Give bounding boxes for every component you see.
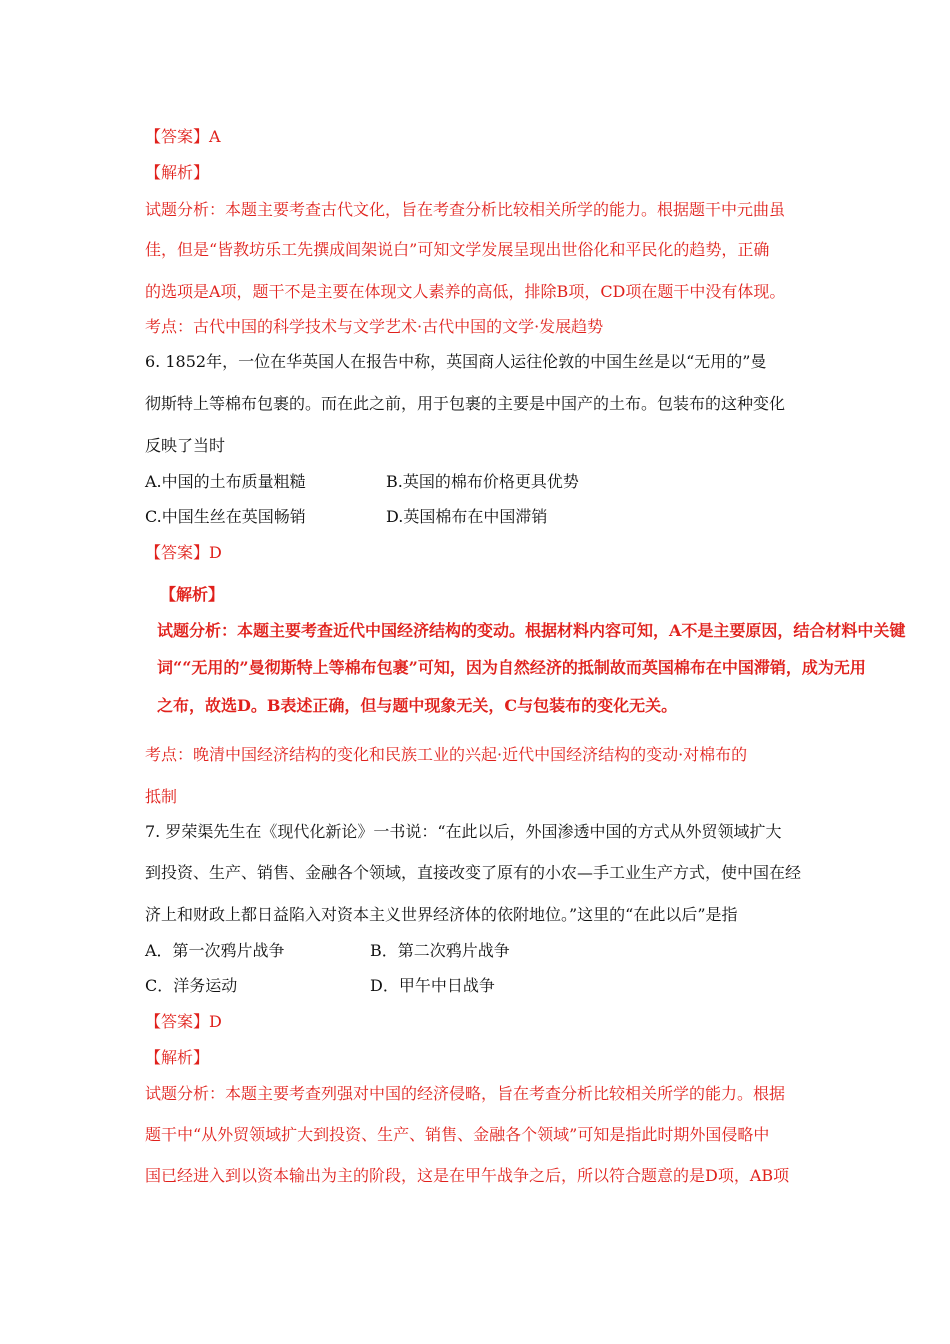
q5-analysis-line-1: 试题分析：本题主要考查古代文化，旨在考查分析比较相关所学的能力。根据题干中元曲虽: [145, 200, 786, 219]
q6-kaodian-line-2: 抵制: [145, 787, 178, 806]
q7-option-b: B．第二次鸦片战争: [370, 941, 510, 960]
q5-analysis-line-2: 佳，但是“皆教坊乐工先撰成闾架说白”可知文学发展呈现出世俗化和平民化的趋势，正确: [145, 240, 770, 259]
q6-analysis-line-2: 词““无用的”曼彻斯特上等棉布包裹”可知，因为自然经济的抵制故而英国棉布在中国滞销，成为无用: [157, 658, 866, 677]
q5-analysis-line-3: 的选项是A项，题干不是主要在体现文人素养的高低，排除B项，CD项在题干中没有体现。: [145, 282, 786, 301]
q5-kaodian: 考点：古代中国的科学技术与文学艺术·古代中国的文学·发展趋势: [145, 317, 604, 336]
q6-stem-line-1: 6. 1852年，一位在华英国人在报告中称，英国商人运往伦敦的中国生丝是以“无用的”曼: [145, 352, 767, 371]
q7-analysis-line-2: 题干中“从外贸领域扩大到投资、生产、销售、金融各个领域”可知是指此时期外国侵略中: [145, 1125, 770, 1144]
q6-stem-line-2: 彻斯特上等棉布包裹的。而在此之前，用于包裹的主要是中国产的土布。包装布的这种变化: [145, 394, 786, 413]
q7-option-d: D．甲午中日战争: [370, 976, 495, 995]
q6-kaodian-line-1: 考点：晚清中国经济结构的变化和民族工业的兴起·近代中国经济结构的变动·对棉布的: [145, 745, 748, 764]
q7-stem-line-2: 到投资、生产、销售、金融各个领域，直接改变了原有的小农—手工业生产方式，使中国在经: [145, 863, 802, 882]
q7-answer: 【答案】D: [145, 1012, 222, 1031]
q6-analysis-label: 【解析】: [160, 585, 225, 604]
q7-option-c: C．洋务运动: [145, 976, 238, 995]
q6-analysis-line-1: 试题分析：本题主要考查近代中国经济结构的变动。根据材料内容可知，A不是主要原因，结合材料中关键: [157, 621, 906, 640]
q7-stem-line-1: 7. 罗荣渠先生在《现代化新论》一书说：“在此以后，外国渗透中国的方式从外贸领域扩大: [145, 822, 782, 841]
q6-stem-line-3: 反映了当时: [145, 436, 226, 455]
q7-stem-line-3: 济上和财政上都日益陷入对资本主义世界经济体的依附地位。”这里的“在此以后”是指: [145, 905, 738, 924]
q6-option-c: C.中国生丝在英国畅销: [145, 507, 306, 526]
q5-analysis-label: 【解析】: [145, 163, 210, 182]
q6-option-b: B.英国的棉布价格更具优势: [386, 472, 579, 491]
q6-option-a: A.中国的土布质量粗糙: [145, 472, 306, 491]
q6-answer: 【答案】D: [145, 543, 222, 562]
q7-analysis-line-3: 国已经进入到以资本输出为主的阶段，这是在甲午战争之后，所以符合题意的是D项，AB项: [145, 1166, 790, 1185]
q7-analysis-label: 【解析】: [145, 1048, 210, 1067]
q5-answer: 【答案】A: [145, 127, 221, 146]
q6-option-d: D.英国棉布在中国滞销: [386, 507, 548, 526]
q7-option-a: A．第一次鸦片战争: [145, 941, 285, 960]
q7-analysis-line-1: 试题分析：本题主要考查列强对中国的经济侵略，旨在考查分析比较相关所学的能力。根据: [145, 1084, 786, 1103]
q6-analysis-line-3: 之布，故选D。B表述正确，但与题中现象无关，C与包装布的变化无关。: [157, 696, 678, 715]
